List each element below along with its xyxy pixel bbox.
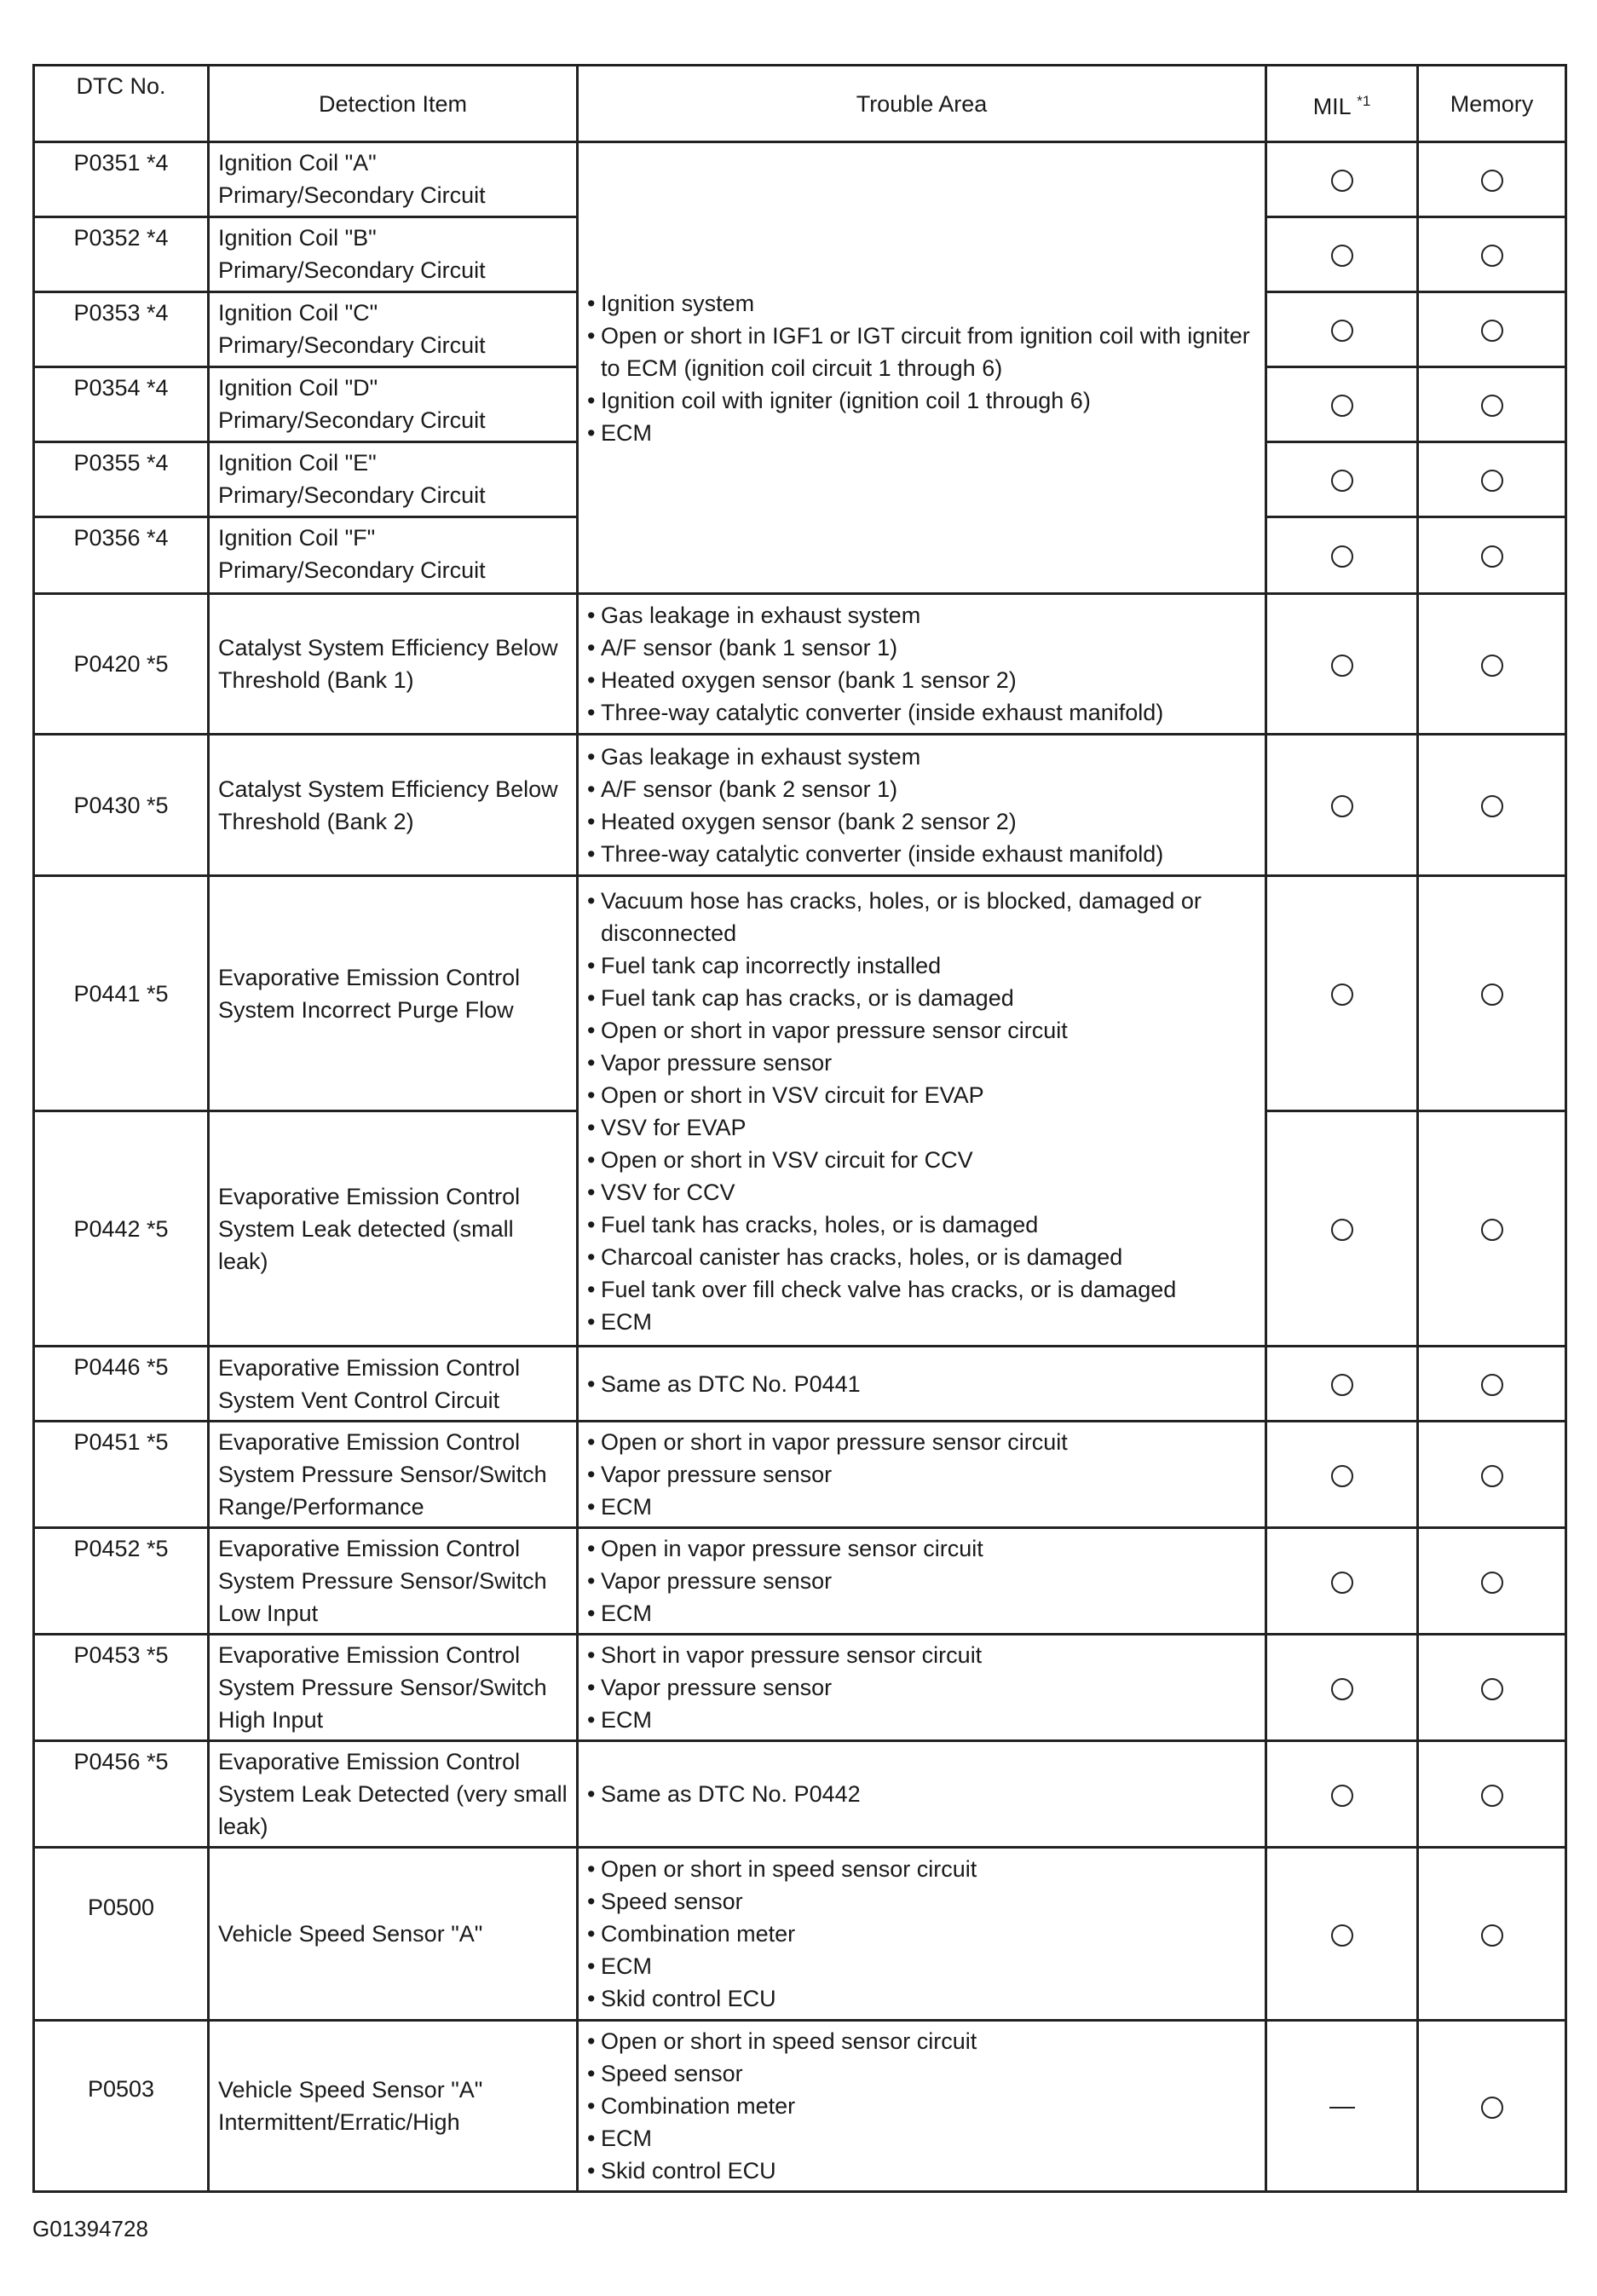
trouble-area-entry: • Open or short in VSV circuit for EVAP bbox=[587, 1079, 1256, 1111]
dtc-code: P0453 *5 bbox=[34, 1635, 209, 1741]
trouble-area-entry: • Same as DTC No. P0441 bbox=[587, 1368, 1256, 1400]
memory-indicator bbox=[1418, 1635, 1566, 1741]
trouble-area-entry: • Speed sensor bbox=[587, 2057, 1256, 2090]
dtc-code: P0355 *4 bbox=[34, 442, 209, 517]
circle-mark bbox=[1331, 470, 1353, 492]
header-mil bbox=[1266, 66, 1418, 142]
circle-mark bbox=[1481, 655, 1503, 677]
trouble-area-entry: • ECM bbox=[587, 1491, 1256, 1523]
table-row bbox=[34, 735, 1566, 876]
trouble-area bbox=[578, 1848, 1266, 2021]
trouble-area-entry: • ECM bbox=[587, 2122, 1256, 2155]
mil-indicator bbox=[1266, 2021, 1418, 2192]
trouble-area-list bbox=[587, 599, 1256, 729]
trouble-area-entry: • ECM bbox=[587, 1704, 1256, 1736]
table-row bbox=[34, 1848, 1566, 2021]
table-row bbox=[34, 594, 1566, 735]
header-mil-note: *1 bbox=[1357, 92, 1371, 109]
table-row bbox=[34, 142, 1566, 217]
trouble-area-entry: • Fuel tank cap incorrectly installed bbox=[587, 949, 1256, 982]
circle-mark bbox=[1481, 1219, 1503, 1241]
detection-item: Evaporative Emission Control System Pressure Sensor/Switch High Input bbox=[209, 1635, 578, 1741]
circle-mark bbox=[1331, 320, 1353, 342]
trouble-area-entry: • ECM bbox=[587, 417, 1256, 449]
detection-item: Ignition Coil "A" Primary/Secondary Circuit bbox=[209, 142, 578, 217]
circle-mark bbox=[1481, 1924, 1503, 1947]
trouble-area bbox=[578, 1635, 1266, 1741]
dtc-code: P0442 *5 bbox=[34, 1111, 209, 1347]
detection-item: Catalyst System Efficiency Below Threshold (Bank 2) bbox=[209, 735, 578, 876]
memory-indicator bbox=[1418, 217, 1566, 292]
dtc-code: P0446 *5 bbox=[34, 1347, 209, 1422]
dtc-code: P0351 *4 bbox=[34, 142, 209, 217]
trouble-area-list bbox=[587, 741, 1256, 870]
trouble-area-entry: • Skid control ECU bbox=[587, 2155, 1256, 2187]
trouble-area-entry: • Skid control ECU bbox=[587, 1982, 1256, 2015]
trouble-area-evap bbox=[578, 876, 1266, 1347]
trouble-area-entry: • Vapor pressure sensor bbox=[587, 1458, 1256, 1491]
mil-indicator bbox=[1266, 442, 1418, 517]
dtc-code: P0456 *5 bbox=[34, 1741, 209, 1848]
dtc-table bbox=[32, 64, 1567, 2193]
trouble-area-entry: • Open or short in speed sensor circuit bbox=[587, 1853, 1256, 1885]
trouble-area bbox=[578, 1422, 1266, 1528]
table-row bbox=[34, 876, 1566, 1111]
mil-indicator bbox=[1266, 1347, 1418, 1422]
trouble-area-list bbox=[587, 1532, 1256, 1630]
trouble-area-entry: • Speed sensor bbox=[587, 1885, 1256, 1918]
trouble-area-ignition bbox=[578, 142, 1266, 594]
trouble-area-entry: • Gas leakage in exhaust system bbox=[587, 741, 1256, 773]
mil-indicator bbox=[1266, 367, 1418, 442]
circle-mark bbox=[1331, 984, 1353, 1006]
trouble-area-entry: • Vacuum hose has cracks, holes, or is blocked, damaged or disconnected bbox=[587, 885, 1256, 949]
mil-indicator bbox=[1266, 292, 1418, 367]
table-row bbox=[34, 1347, 1566, 1422]
trouble-area-entry: • Ignition system bbox=[587, 287, 1256, 320]
circle-mark bbox=[1331, 395, 1353, 417]
detection-item: Ignition Coil "B" Primary/Secondary Circuit bbox=[209, 217, 578, 292]
trouble-area-entry: • Open or short in IGF1 or IGT circuit from ignition coil with igniter to ECM (ignition coil circuit 1 through 6) bbox=[587, 320, 1256, 384]
trouble-area bbox=[578, 735, 1266, 876]
trouble-area-entry: • Open or short in vapor pressure sensor circuit bbox=[587, 1014, 1256, 1047]
trouble-area-entry: • Vapor pressure sensor bbox=[587, 1047, 1256, 1079]
circle-mark bbox=[1481, 395, 1503, 417]
dtc-code: P0451 *5 bbox=[34, 1422, 209, 1528]
circle-mark bbox=[1481, 1678, 1503, 1700]
mil-indicator bbox=[1266, 1422, 1418, 1528]
dtc-code: P0441 *5 bbox=[34, 876, 209, 1111]
header-row bbox=[34, 66, 1566, 142]
dtc-code: P0503 bbox=[34, 2021, 209, 2192]
mil-indicator bbox=[1266, 1111, 1418, 1347]
dtc-code: P0352 *4 bbox=[34, 217, 209, 292]
memory-indicator bbox=[1418, 367, 1566, 442]
trouble-area-entry: • A/F sensor (bank 1 sensor 1) bbox=[587, 632, 1256, 664]
mil-indicator bbox=[1266, 594, 1418, 735]
memory-indicator bbox=[1418, 142, 1566, 217]
memory-indicator bbox=[1418, 2021, 1566, 2192]
circle-mark bbox=[1331, 1572, 1353, 1594]
mil-indicator bbox=[1266, 1635, 1418, 1741]
trouble-area-list bbox=[587, 2025, 1256, 2187]
table-row bbox=[34, 1741, 1566, 1848]
circle-mark bbox=[1331, 1678, 1353, 1700]
memory-indicator bbox=[1418, 1528, 1566, 1635]
trouble-area-entry: • ECM bbox=[587, 1306, 1256, 1338]
trouble-area-entry: • Three-way catalytic converter (inside exhaust manifold) bbox=[587, 696, 1256, 729]
memory-indicator bbox=[1418, 442, 1566, 517]
trouble-area-entry: • Combination meter bbox=[587, 2090, 1256, 2122]
trouble-area-entry: • Ignition coil with igniter (ignition coil 1 through 6) bbox=[587, 384, 1256, 417]
trouble-area-entry: • Charcoal canister has cracks, holes, or is damaged bbox=[587, 1241, 1256, 1273]
trouble-area-entry: • Fuel tank cap has cracks, or is damaged bbox=[587, 982, 1256, 1014]
circle-mark bbox=[1331, 245, 1353, 267]
dtc-code: P0452 *5 bbox=[34, 1528, 209, 1635]
circle-mark bbox=[1481, 170, 1503, 192]
mil-indicator bbox=[1266, 876, 1418, 1111]
table-row bbox=[34, 1635, 1566, 1741]
figure-id: G01394728 bbox=[32, 2216, 148, 2241]
circle-mark bbox=[1481, 795, 1503, 817]
circle-mark bbox=[1331, 1219, 1353, 1241]
trouble-area-entry: • Same as DTC No. P0442 bbox=[587, 1778, 1256, 1810]
circle-mark bbox=[1481, 1572, 1503, 1594]
detection-item: Evaporative Emission Control System Vent Control Circuit bbox=[209, 1347, 578, 1422]
header-memory: Memory bbox=[1418, 66, 1566, 142]
trouble-area bbox=[578, 2021, 1266, 2192]
dtc-code: P0420 *5 bbox=[34, 594, 209, 735]
detection-item: Ignition Coil "E" Primary/Secondary Circuit bbox=[209, 442, 578, 517]
memory-indicator bbox=[1418, 735, 1566, 876]
circle-mark bbox=[1331, 545, 1353, 568]
trouble-area-list bbox=[587, 1639, 1256, 1736]
dtc-code: P0354 *4 bbox=[34, 367, 209, 442]
dtc-code: P0356 *4 bbox=[34, 517, 209, 594]
mil-indicator bbox=[1266, 1848, 1418, 2021]
circle-mark bbox=[1481, 1465, 1503, 1487]
mil-indicator bbox=[1266, 735, 1418, 876]
memory-indicator bbox=[1418, 594, 1566, 735]
header-mil-label: MIL bbox=[1312, 93, 1351, 119]
trouble-area bbox=[578, 594, 1266, 735]
trouble-area-entry: • Fuel tank over fill check valve has cracks, or is damaged bbox=[587, 1273, 1256, 1306]
detection-item: Evaporative Emission Control System Pressure Sensor/Switch Low Input bbox=[209, 1528, 578, 1635]
detection-item: Evaporative Emission Control System Incorrect Purge Flow bbox=[209, 876, 578, 1111]
memory-indicator bbox=[1418, 292, 1566, 367]
detection-item: Evaporative Emission Control System Leak Detected (very small leak) bbox=[209, 1741, 578, 1848]
memory-indicator bbox=[1418, 517, 1566, 594]
trouble-area-entry: • VSV for EVAP bbox=[587, 1111, 1256, 1144]
detection-item: Ignition Coil "F" Primary/Secondary Circuit bbox=[209, 517, 578, 594]
circle-mark bbox=[1331, 1785, 1353, 1807]
circle-mark bbox=[1331, 1465, 1353, 1487]
memory-indicator bbox=[1418, 876, 1566, 1111]
trouble-area-entry: • Open or short in speed sensor circuit bbox=[587, 2025, 1256, 2057]
dash-mark bbox=[1329, 2107, 1355, 2109]
detection-item: Ignition Coil "C" Primary/Secondary Circuit bbox=[209, 292, 578, 367]
detection-item: Ignition Coil "D" Primary/Secondary Circuit bbox=[209, 367, 578, 442]
header-dtc: DTC No. bbox=[34, 66, 209, 142]
header-trouble-area: Trouble Area bbox=[578, 66, 1266, 142]
trouble-area-list bbox=[587, 885, 1256, 1338]
trouble-area-entry: • Vapor pressure sensor bbox=[587, 1565, 1256, 1597]
detection-item: Vehicle Speed Sensor "A" bbox=[209, 1848, 578, 2021]
dtc-code: P0353 *4 bbox=[34, 292, 209, 367]
memory-indicator bbox=[1418, 1347, 1566, 1422]
circle-mark bbox=[1481, 2097, 1503, 2119]
circle-mark bbox=[1331, 655, 1353, 677]
circle-mark bbox=[1481, 245, 1503, 267]
trouble-area bbox=[578, 1528, 1266, 1635]
circle-mark bbox=[1331, 1924, 1353, 1947]
circle-mark bbox=[1481, 470, 1503, 492]
table-row bbox=[34, 2021, 1566, 2192]
trouble-area-entry: • Gas leakage in exhaust system bbox=[587, 599, 1256, 632]
trouble-area-entry: • A/F sensor (bank 2 sensor 1) bbox=[587, 773, 1256, 805]
mil-indicator bbox=[1266, 217, 1418, 292]
trouble-area-entry: • Heated oxygen sensor (bank 2 sensor 2) bbox=[587, 805, 1256, 838]
circle-mark bbox=[1331, 795, 1353, 817]
trouble-area-entry: • Short in vapor pressure sensor circuit bbox=[587, 1639, 1256, 1671]
trouble-area-entry: • ECM bbox=[587, 1950, 1256, 1982]
circle-mark bbox=[1481, 1785, 1503, 1807]
trouble-area-list bbox=[587, 1426, 1256, 1523]
header-detection-item: Detection Item bbox=[209, 66, 578, 142]
trouble-area-entry: • Heated oxygen sensor (bank 1 sensor 2) bbox=[587, 664, 1256, 696]
mil-indicator bbox=[1266, 517, 1418, 594]
trouble-area-entry: • Fuel tank has cracks, holes, or is damaged bbox=[587, 1209, 1256, 1241]
dtc-code: P0430 *5 bbox=[34, 735, 209, 876]
trouble-area-list bbox=[587, 1853, 1256, 2015]
circle-mark bbox=[1481, 1374, 1503, 1396]
table-row bbox=[34, 1422, 1566, 1528]
memory-indicator bbox=[1418, 1111, 1566, 1347]
circle-mark bbox=[1331, 170, 1353, 192]
trouble-area-entry: • VSV for CCV bbox=[587, 1176, 1256, 1209]
circle-mark bbox=[1481, 984, 1503, 1006]
circle-mark bbox=[1481, 320, 1503, 342]
trouble-area-entry: • Vapor pressure sensor bbox=[587, 1671, 1256, 1704]
trouble-area-entry: • Combination meter bbox=[587, 1918, 1256, 1950]
detection-item: Evaporative Emission Control System Leak detected (small leak) bbox=[209, 1111, 578, 1347]
memory-indicator bbox=[1418, 1741, 1566, 1848]
memory-indicator bbox=[1418, 1848, 1566, 2021]
trouble-area-entry: • Open in vapor pressure sensor circuit bbox=[587, 1532, 1256, 1565]
mil-indicator bbox=[1266, 1528, 1418, 1635]
memory-indicator bbox=[1418, 1422, 1566, 1528]
trouble-area bbox=[578, 1347, 1266, 1422]
trouble-area-list bbox=[587, 1368, 1256, 1400]
trouble-area bbox=[578, 1741, 1266, 1848]
trouble-area-entry: • Open or short in VSV circuit for CCV bbox=[587, 1144, 1256, 1176]
circle-mark bbox=[1331, 1374, 1353, 1396]
detection-item: Catalyst System Efficiency Below Threshold (Bank 1) bbox=[209, 594, 578, 735]
trouble-area-entry: • Open or short in vapor pressure sensor circuit bbox=[587, 1426, 1256, 1458]
detection-item: Vehicle Speed Sensor "A" Intermittent/Erratic/High bbox=[209, 2021, 578, 2192]
trouble-area-entry: • ECM bbox=[587, 1597, 1256, 1630]
trouble-area-entry: • Three-way catalytic converter (inside exhaust manifold) bbox=[587, 838, 1256, 870]
detection-item: Evaporative Emission Control System Pressure Sensor/Switch Range/Performance bbox=[209, 1422, 578, 1528]
dtc-code: P0500 bbox=[34, 1848, 209, 2021]
circle-mark bbox=[1481, 545, 1503, 568]
trouble-area-list bbox=[587, 1778, 1256, 1810]
mil-indicator bbox=[1266, 1741, 1418, 1848]
trouble-area-list bbox=[587, 287, 1256, 449]
mil-indicator bbox=[1266, 142, 1418, 217]
table-row bbox=[34, 1528, 1566, 1635]
